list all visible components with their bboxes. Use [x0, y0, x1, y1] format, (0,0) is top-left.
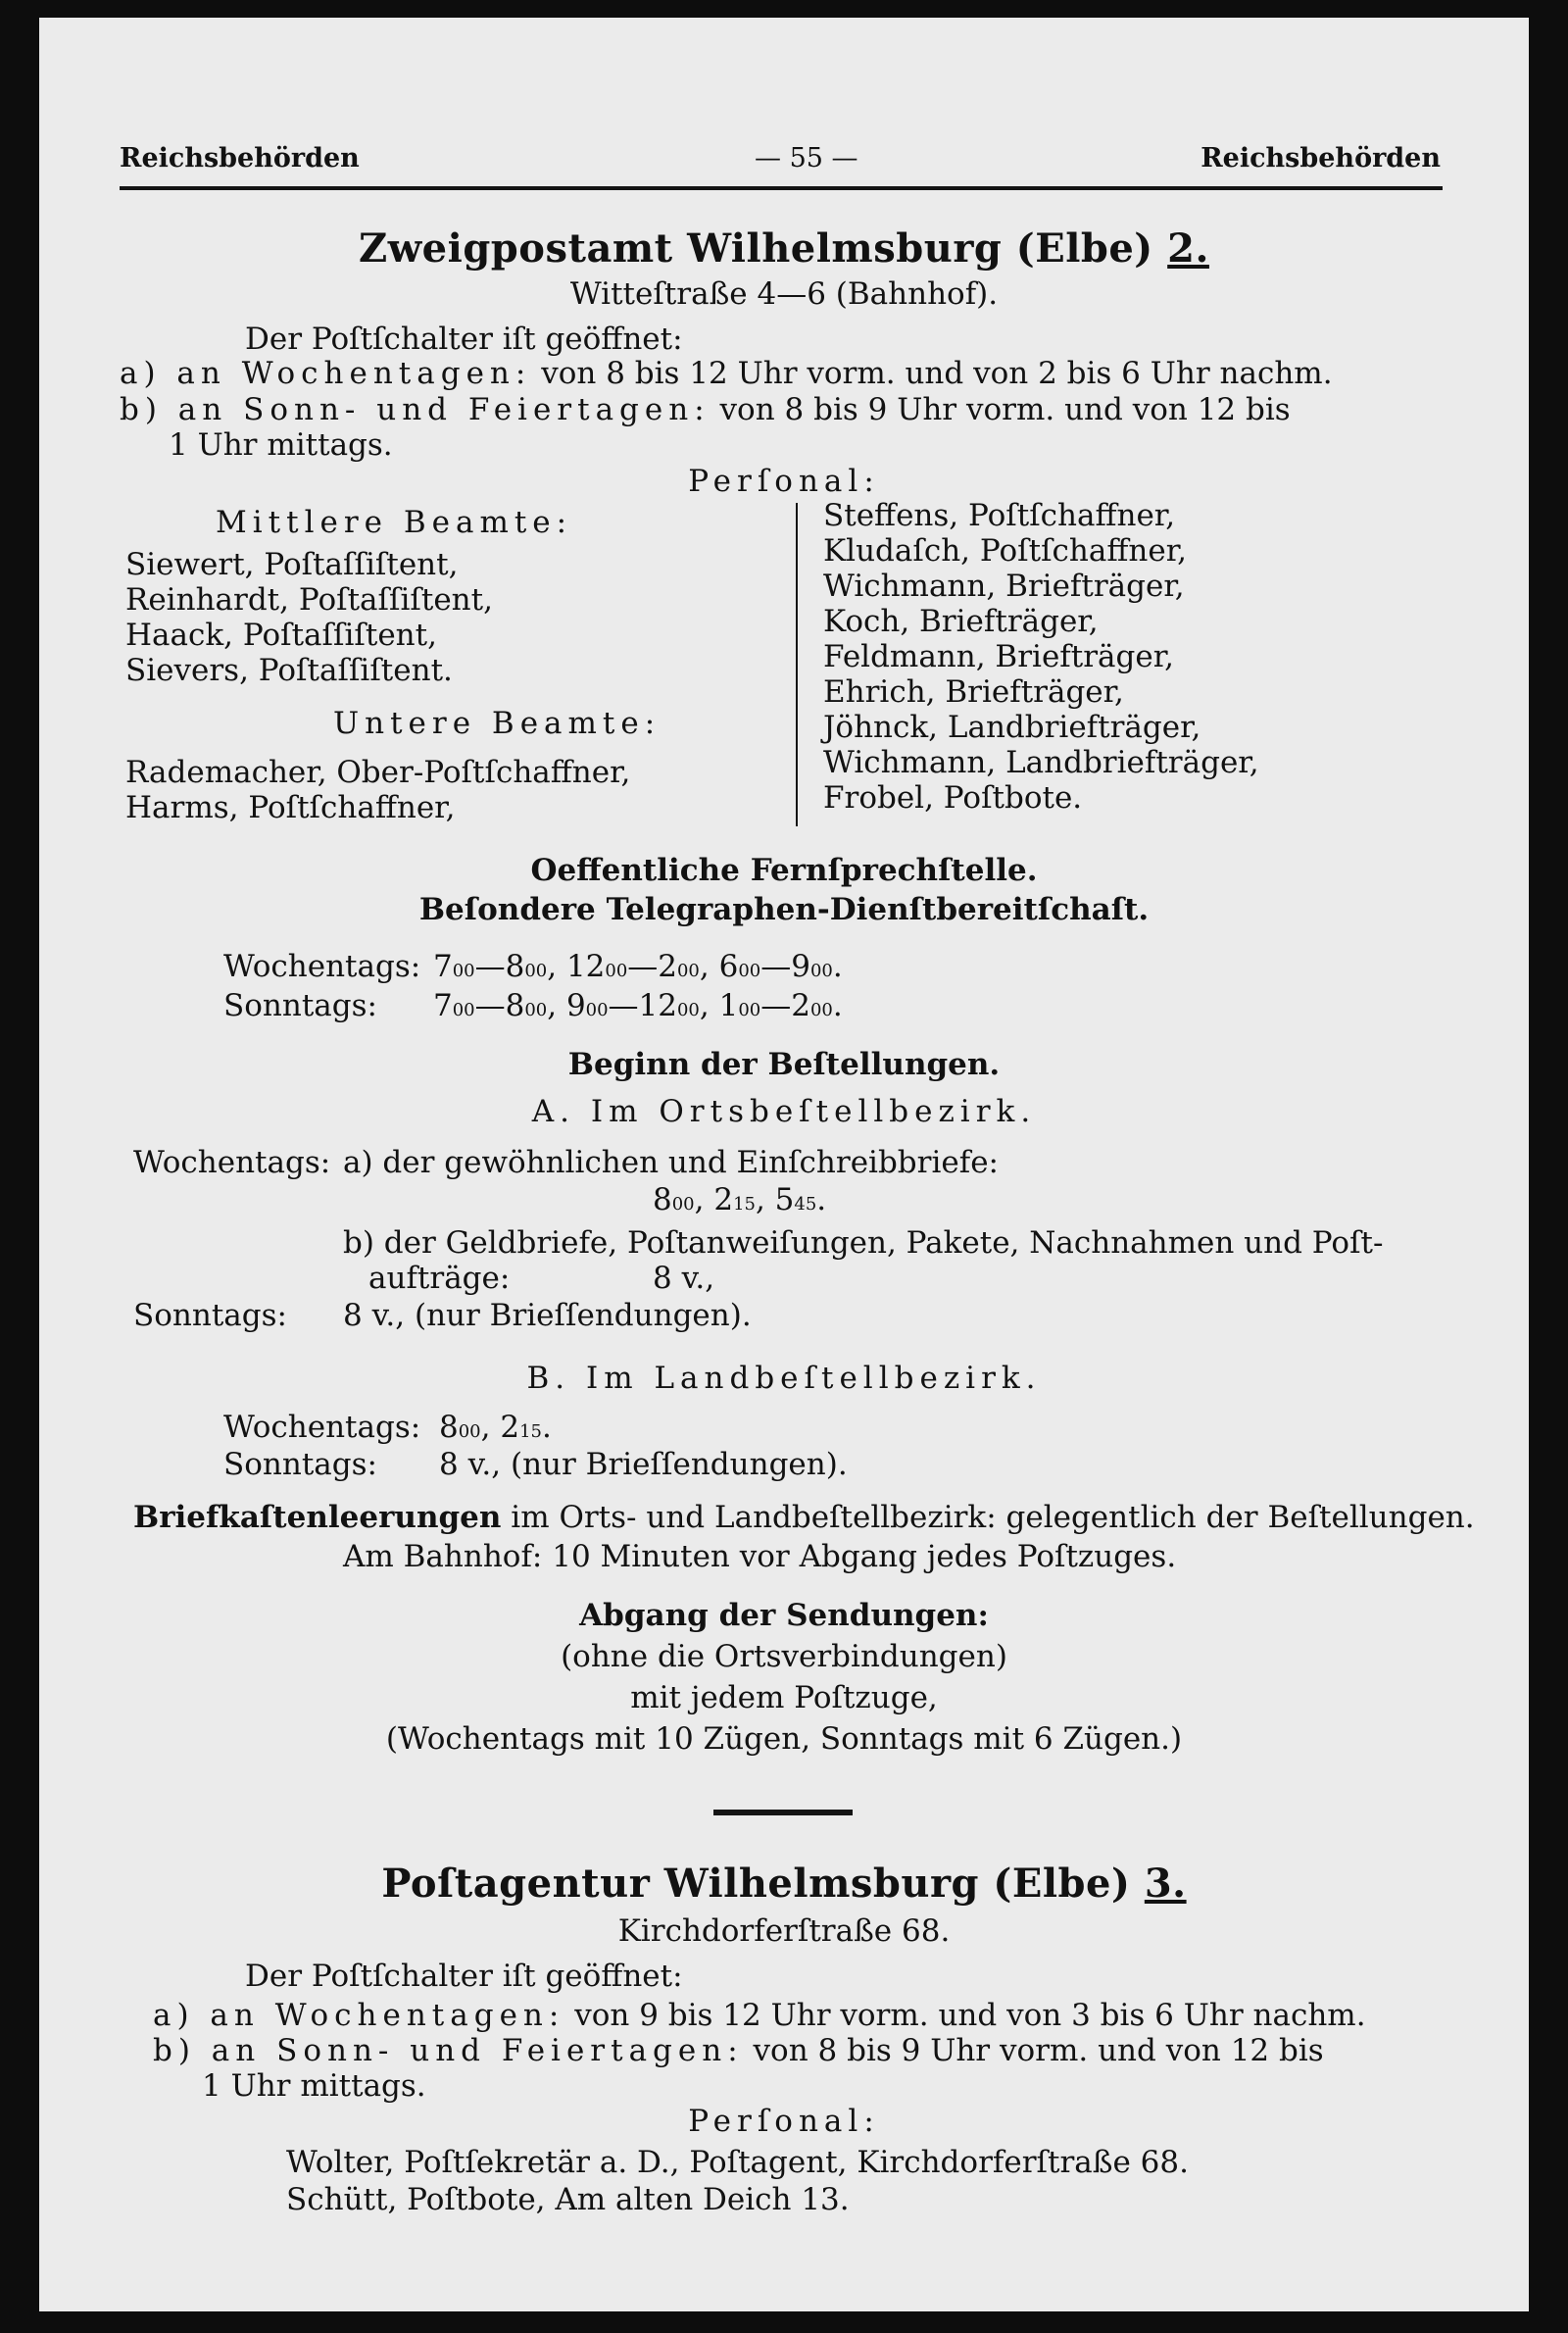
abgang-line1: (ohne die Ortsverbindungen) — [561, 1639, 1007, 1674]
office3-title — [39, 1861, 1529, 1907]
office2-right-staff-4: Feldmann, Briefträger, — [823, 639, 1174, 674]
office2-mid-staff-2: Haack, Poſtaſſiſtent, — [125, 618, 437, 653]
abgang-line2: mit jedem Poſtzuge, — [630, 1680, 938, 1715]
office2-holiday-hours — [120, 392, 1291, 427]
bestellung-b-time-0: $8^{00}$, — [439, 1410, 501, 1445]
bestellung-weekdays-label: Wochentags: — [133, 1145, 331, 1180]
office2-number: 2. — [1167, 225, 1209, 272]
running-header-left: Reichsbehörden — [120, 143, 360, 174]
briefkasten-line2: Am Bahnhof: 10 Minuten vor Abgang jedes Poſtzuges. — [343, 1539, 1177, 1574]
page-number: — 55 — — [755, 143, 858, 174]
office2-right-staff-1: Kludaſch, Poſtſchaffner, — [823, 533, 1187, 569]
fernsprech-sunday-range-0: $7^{00}—8^{00}$, — [433, 988, 566, 1023]
section-divider — [713, 1810, 853, 1815]
bestellung-a-time-0: $8^{00}$, — [653, 1182, 714, 1217]
bestellung-b-sundays-label: Sonntags: — [223, 1447, 377, 1482]
office2-right-staff-7: Wichmann, Landbriefträger, — [823, 745, 1259, 780]
office2-lower-staff-0: Rademacher, Ober-Poſtſchaffner, — [125, 755, 631, 790]
bestellung-a-heading: A. Im Ortsbeſtellbezirk. — [531, 1094, 1037, 1129]
bestellung-a-time-1: $2^{15}$, — [713, 1182, 775, 1217]
bestellung-a-item-b-time: 8 v., — [653, 1261, 715, 1296]
office3-address: Kirchdorferſtraße 68. — [617, 1913, 951, 1949]
fernsprech-sundays-times — [433, 988, 843, 1023]
office3-weekday-label: a) an Wochentagen: — [153, 1998, 565, 2033]
office2-holiday-label: b) an Sonn- und Feiertagen: — [120, 392, 710, 427]
office2-mid-staff-3: Sievers, Poſtaſſiſtent. — [125, 653, 453, 688]
office2-personal-heading: Perſonal: — [688, 464, 880, 499]
running-header-right: Reichsbehörden — [1200, 143, 1441, 174]
fernsprech-sundays-label: Sonntags: — [223, 988, 377, 1023]
fernsprech-sunday-range-1: $9^{00}—12^{00}$, — [565, 988, 719, 1023]
briefkasten-line1 — [133, 1500, 1475, 1535]
bestellung-heading: Beginn der Beſtellungen. — [567, 1047, 1001, 1082]
office3-weekday-hours — [153, 1998, 1366, 2033]
office2-title — [39, 225, 1529, 272]
office3-number: 3. — [1144, 1861, 1187, 1907]
office3-staff-0: Wolter, Poſtſekretär a. D., Poſtagent, Kirchdorferſtraße 68. — [286, 2145, 1189, 2180]
bestellung-a-times — [653, 1182, 826, 1217]
bestellung-a-item-a: a) der gewöhnlichen und Einſchreibbriefe: — [343, 1145, 999, 1180]
telegraph-heading: Beſondere Telegraphen-Dienſtbereitſchaſt. — [418, 892, 1150, 927]
office3-hours-intro: Der Poſtſchalter iſt geöffnet: — [245, 1959, 683, 1994]
briefkasten-label: Briefkaſtenleerungen — [133, 1500, 502, 1535]
office2-weekday-text: von 8 bis 12 Uhr vorm. und von 2 bis 6 Uhr nachm. — [541, 356, 1333, 391]
fernsprech-weekday-range-0: $7^{00}—8^{00}$, — [433, 949, 566, 984]
briefkasten-text: im Orts- und Landbeſtellbezirk: gelegentlich der Beſtellungen. — [511, 1500, 1475, 1535]
office3-title-text: Poſtagentur Wilhelmsburg (Elbe) — [381, 1861, 1131, 1907]
office2-holiday-cont: 1 Uhr mittags. — [169, 427, 393, 463]
office3-holiday-label: b) an Sonn- und Feiertagen: — [153, 2033, 744, 2068]
bestellung-b-time-1: $2^{15}$. — [500, 1410, 552, 1445]
scanned-page — [39, 18, 1529, 2311]
office2-lower-heading: Untere Beamte: — [333, 706, 662, 741]
fernsprech-weekdays-label: Wochentags: — [223, 949, 421, 984]
office2-hours-intro: Der Poſtſchalter iſt geöffnet: — [245, 322, 683, 357]
office2-right-staff-2: Wichmann, Briefträger, — [823, 569, 1185, 604]
bestellung-sundays-label: Sonntags: — [133, 1298, 287, 1333]
office3-staff-1: Schütt, Poſtbote, Am alten Deich 13. — [286, 2182, 850, 2217]
office2-right-staff-8: Frobel, Poſtbote. — [823, 780, 1083, 816]
office3-holiday-text: von 8 bis 9 Uhr vorm. und von 12 bis — [753, 2033, 1324, 2068]
office2-mid-heading: Mittlere Beamte: — [216, 505, 573, 540]
bestellung-b-times — [439, 1410, 552, 1445]
bestellung-a-item-b: b) der Geldbriefe, Poſtanweiſungen, Pakete, Nachnahmen und Poſt- — [343, 1225, 1384, 1261]
office2-weekday-hours — [120, 356, 1333, 391]
abgang-heading: Abgang der Sendungen: — [579, 1598, 989, 1633]
fernsprech-sunday-range-2: $1^{00}—2^{00}$. — [718, 988, 843, 1023]
fernsprech-weekdays-times — [433, 949, 843, 984]
bestellung-a-sunday: 8 v., (nur Brieſſendungen). — [343, 1298, 752, 1333]
abgang-line3: (Wochentags mit 10 Zügen, Sonntags mit 6 Zügen.) — [385, 1721, 1183, 1757]
office2-mid-staff-0: Siewert, Poſtaſſiſtent, — [125, 547, 459, 582]
office3-holiday-cont: 1 Uhr mittags. — [202, 2068, 426, 2104]
office2-right-staff-3: Koch, Briefträger, — [823, 604, 1099, 639]
office3-holiday-hours — [153, 2033, 1324, 2068]
office2-right-staff-6: Jöhnck, Landbriefträger, — [823, 710, 1201, 745]
header-rule — [120, 186, 1443, 190]
bestellung-b-sunday: 8 v., (nur Brieſſendungen). — [439, 1447, 848, 1482]
fernsprech-heading: Oeffentliche Fernſprechſtelle. — [530, 853, 1038, 888]
office2-lower-staff-1: Harms, Poſtſchaffner, — [125, 790, 456, 825]
office2-mid-staff-1: Reinhardt, Poſtaſſiſtent, — [125, 582, 493, 618]
bestellung-b-weekdays-label: Wochentags: — [223, 1410, 421, 1445]
bestellung-a-item-b-cont: aufträge: — [368, 1261, 511, 1296]
office2-title-text: Zweigpostamt Wilhelmsburg (Elbe) — [359, 225, 1153, 272]
office2-right-staff-5: Ehrich, Briefträger, — [823, 674, 1124, 710]
bestellung-b-heading: B. Im Landbeſtellbezirk. — [526, 1361, 1042, 1396]
column-divider — [796, 503, 798, 826]
office2-right-staff-0: Steffens, Poſtſchaffner, — [823, 498, 1176, 533]
office3-personal-heading: Perſonal: — [688, 2104, 880, 2139]
fernsprech-weekday-range-1: $12^{00}—2^{00}$, — [565, 949, 719, 984]
office2-address: Witteſtraße 4—6 (Bahnhof). — [569, 276, 999, 312]
office2-weekday-label: a) an Wochentagen: — [120, 356, 532, 391]
bestellung-a-time-2: $5^{45}$. — [774, 1182, 827, 1217]
office2-holiday-text: von 8 bis 9 Uhr vorm. und von 12 bis — [719, 392, 1291, 427]
fernsprech-weekday-range-2: $6^{00}—9^{00}$. — [718, 949, 843, 984]
office3-weekday-text: von 9 bis 12 Uhr vorm. und von 3 bis 6 Uhr nachm. — [574, 1998, 1366, 2033]
